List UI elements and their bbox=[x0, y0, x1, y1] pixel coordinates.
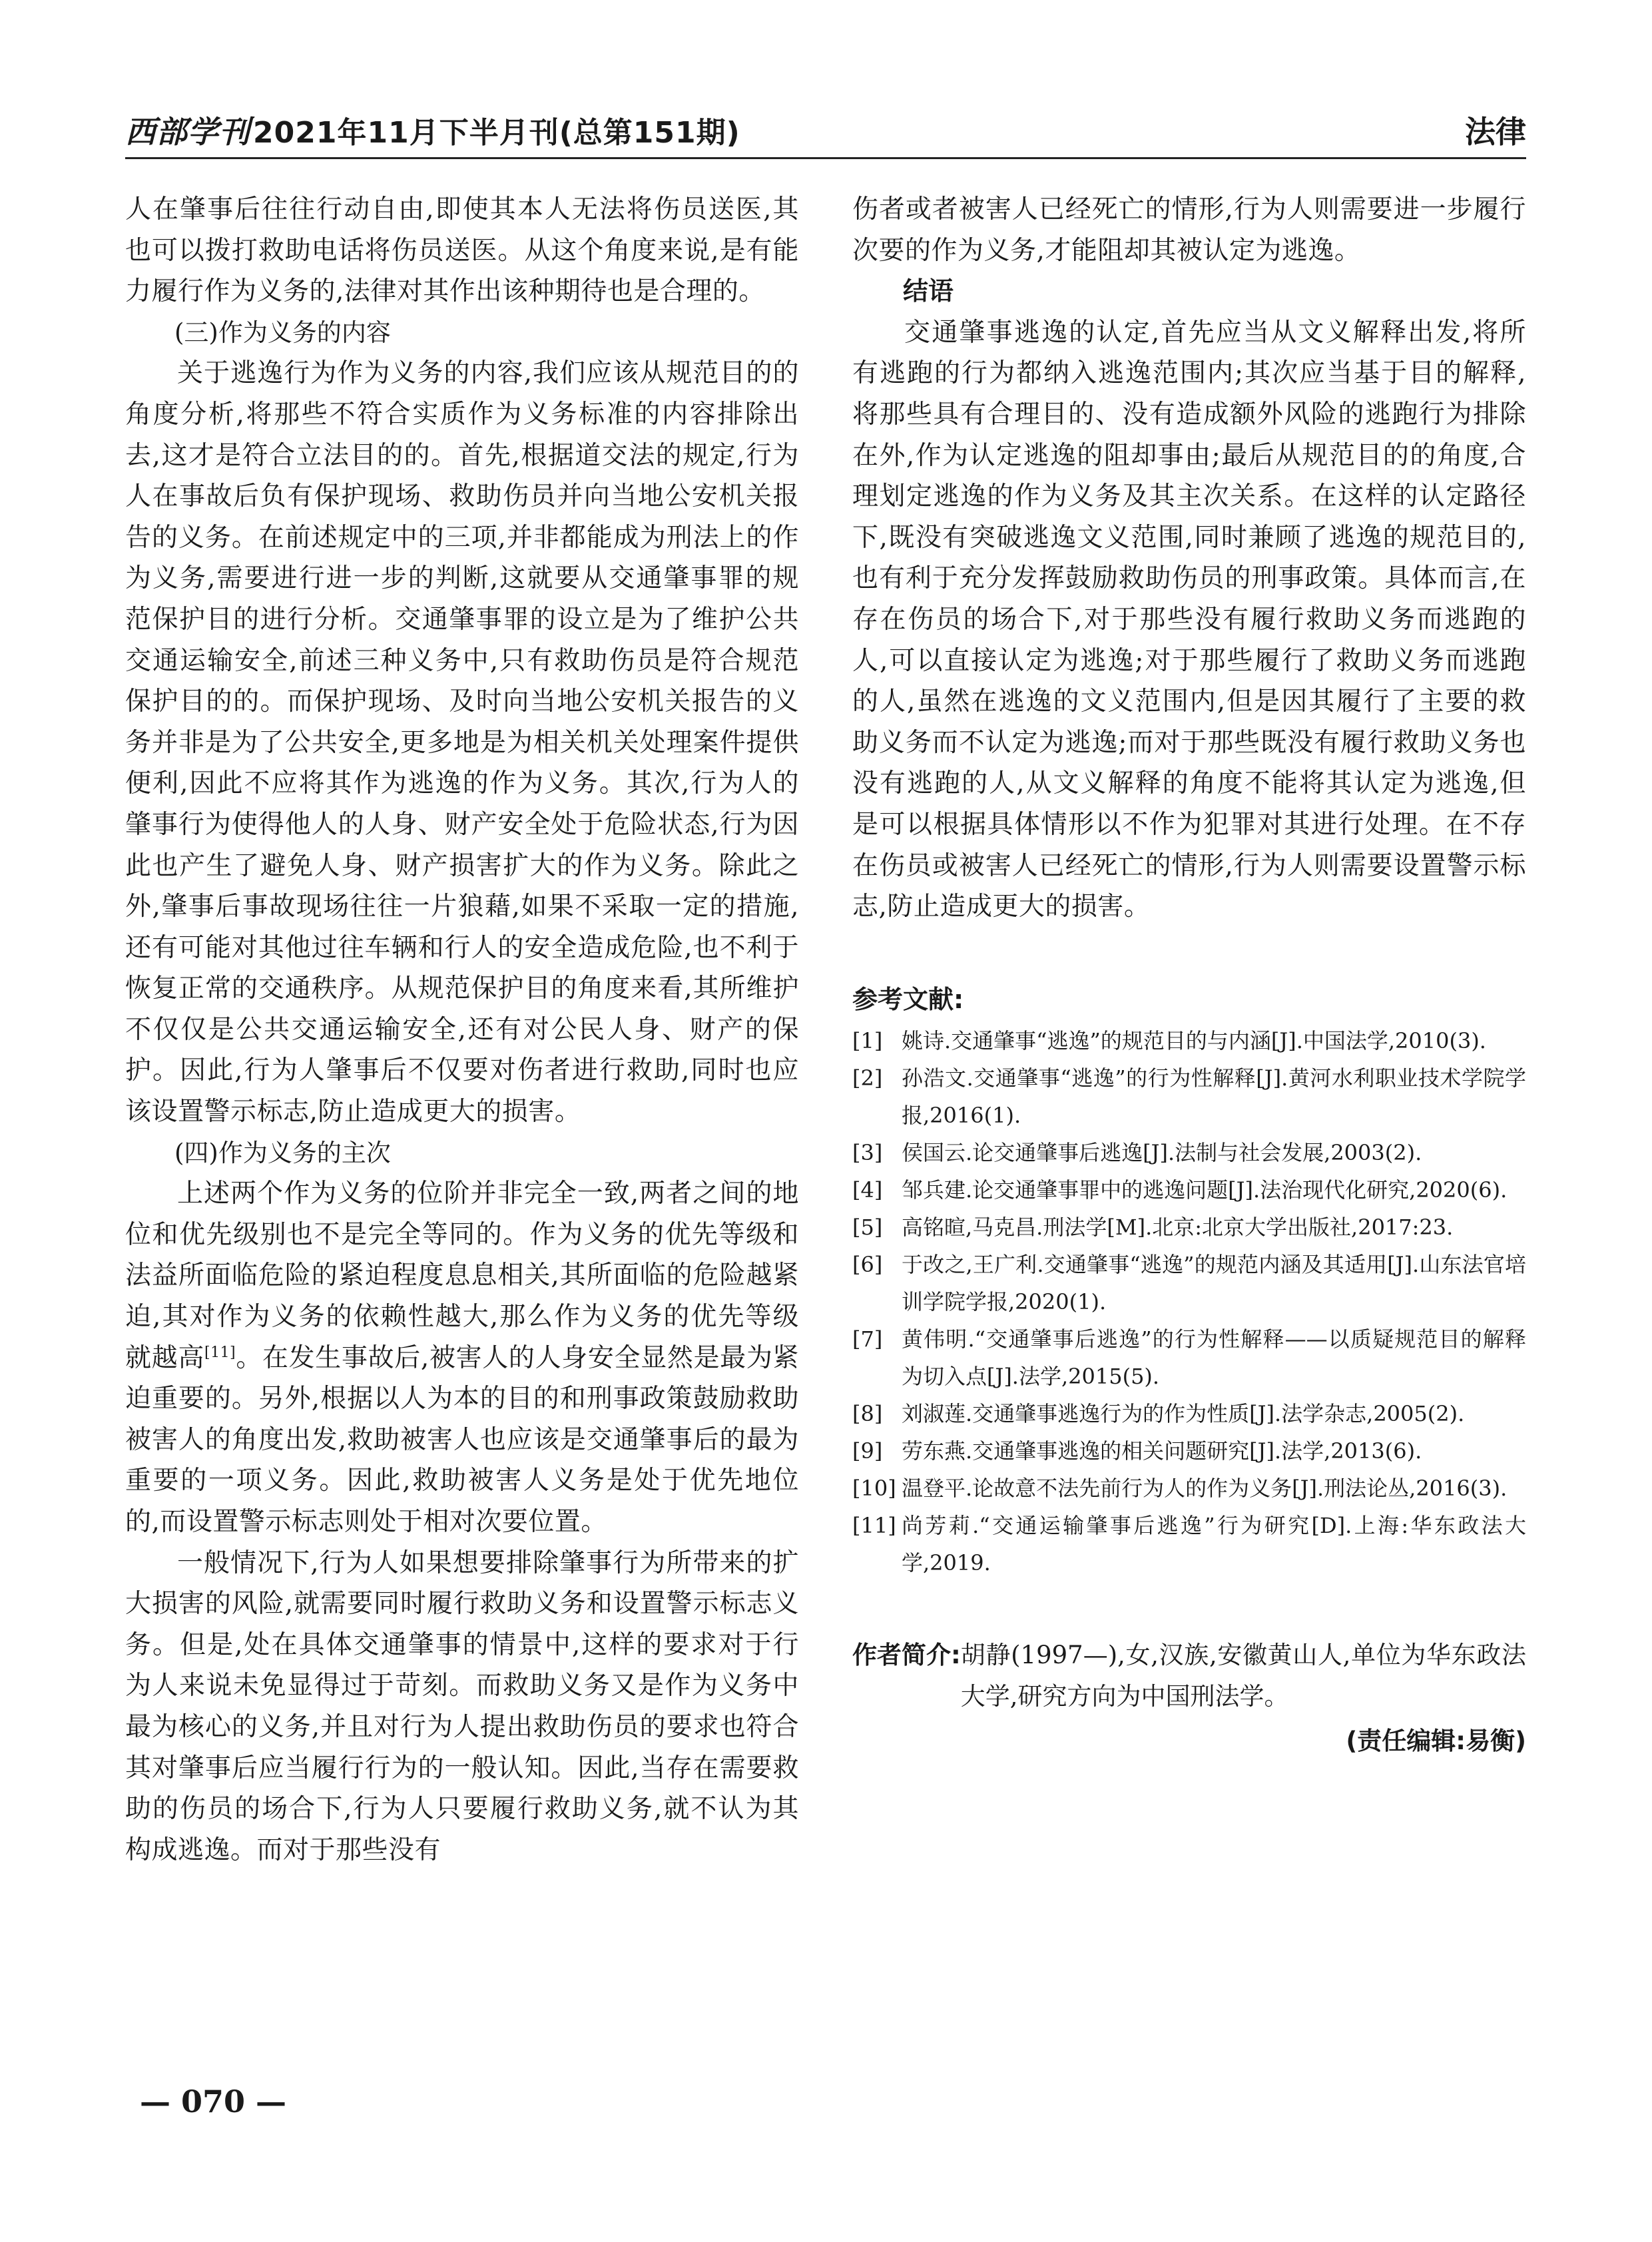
reference-text: 刘淑莲.交通肇事逃逸行为的作为性质[J].法学杂志,2005(2). bbox=[902, 1400, 1465, 1426]
subheading-duty-priority: (四)作为义务的主次 bbox=[174, 1138, 391, 1167]
journal-logo: 西部学刊 bbox=[125, 114, 250, 150]
reference-item bbox=[852, 1507, 1526, 1581]
author-bio bbox=[852, 1635, 1526, 1717]
paragraph-text-a: 上述两个作为义务的位阶并非完全一致,两者之间的地位和优先级别也不是完全等同的。作为义务的优先等级和法益所面临危险的紧迫程度息息相关,其所面临的危险越紧迫,其对作为义务的依赖性越大,那么作为义务的优先等级就越高 bbox=[125, 1179, 799, 1373]
reference-item bbox=[852, 1171, 1526, 1209]
reference-item bbox=[852, 1134, 1526, 1171]
reference-list bbox=[852, 1022, 1526, 1581]
reference-number: [7] bbox=[852, 1326, 883, 1352]
reference-number: [9] bbox=[852, 1438, 883, 1464]
paragraph-general-case: 一般情况下,行为人如果想要排除肇事行为所带来的扩大损害的风险,就需要同时履行救助义务和设置警示标志义务。但是,处在具体交通肇事的情景中,这样的要求对于行为人来说未免显得过于苛刻。而救助义务又是作为义务中最为核心的义务,并且对行为人提出救助伤员的要求也符合其对肇事后应当履行行为的一般认知。因此,当存在需要救助的伤员的场合下,行为人只要履行救助义务,就不认为其构成逃逸。而对于那些没有 bbox=[125, 1547, 799, 1865]
reference-number: [11] bbox=[852, 1512, 896, 1538]
issue-info: 2021年11月下半月刊(总第151期) bbox=[253, 116, 740, 150]
reference-text: 黄伟明.“交通肇事后逃逸”的行为性解释——以质疑规范目的解释为切入点[J].法学,2015(5). bbox=[902, 1326, 1526, 1389]
reference-text: 姚诗.交通肇事“逃逸”的规范目的与内涵[J].中国法学,2010(3). bbox=[902, 1027, 1486, 1053]
reference-number: [5] bbox=[852, 1214, 883, 1240]
reference-item bbox=[852, 1470, 1526, 1507]
reference-item bbox=[852, 1209, 1526, 1246]
reference-text: 劳东燕.交通肇事逃逸的相关问题研究[J].法学,2013(6). bbox=[902, 1438, 1422, 1464]
author-label: 作者简介: bbox=[852, 1640, 961, 1669]
reference-item bbox=[852, 1022, 1526, 1059]
reference-item bbox=[852, 1395, 1526, 1432]
citation-ref: [11] bbox=[204, 1344, 236, 1361]
journal-masthead bbox=[125, 112, 740, 153]
subheading-duty-content: (三)作为义务的内容 bbox=[174, 318, 391, 347]
header-rule bbox=[125, 157, 1526, 159]
page-header bbox=[125, 112, 1526, 153]
conclusion-heading: 结语 bbox=[903, 276, 954, 306]
reference-text: 温登平.论故意不法先前行为人的作为义务[J].刑法论丛,2016(3). bbox=[902, 1475, 1508, 1501]
reference-number: [2] bbox=[852, 1065, 883, 1091]
reference-item bbox=[852, 1432, 1526, 1470]
reference-number: [10] bbox=[852, 1475, 896, 1501]
left-column bbox=[125, 189, 799, 1870]
responsible-editor: (责任编辑:易衡) bbox=[1346, 1726, 1526, 1755]
reference-item bbox=[852, 1059, 1526, 1134]
paragraph-duty-priority bbox=[125, 1173, 799, 1542]
reference-number: [8] bbox=[852, 1400, 883, 1426]
reference-number: [3] bbox=[852, 1139, 883, 1165]
reference-text: 孙浩文.交通肇事“逃逸”的行为性解释[J].黄河水利职业技术学院学报,2016(1). bbox=[902, 1065, 1526, 1128]
page-number: — 070 — bbox=[140, 2084, 287, 2119]
reference-item bbox=[852, 1246, 1526, 1320]
paragraph-continued: 人在肇事后往往行动自由,即使其本人无法将伤员送医,其也可以拨打救助电话将伤员送医。从这个角度来说,是有能力履行作为义务的,法律对其作出该种期待也是合理的。 bbox=[125, 194, 799, 307]
section-label: 法律 bbox=[1465, 114, 1526, 150]
reference-text: 尚芳莉.“交通运输肇事后逃逸”行为研究[D].上海:华东政法大学,2019. bbox=[902, 1512, 1526, 1575]
conclusion-paragraph: 交通肇事逃逸的认定,首先应当从文义解释出发,将所有逃跑的行为都纳入逃逸范围内;其次应当基于目的解释,将那些具有合理目的、没有造成额外风险的逃跑行为排除在外,作为认定逃逸的阻却事由;最后从规范目的的角度,合理划定逃逸的作为义务及其主次关系。在这样的认定路径下,既没有突破逃逸文义范围,同时兼顾了逃逸的规范目的,也有利于充分发挥鼓励救助伤员的刑事政策。具体而言,在存在伤员的场合下,对于那些没有履行救助义务而逃跑的人,可以直接认定为逃逸;对于那些履行了救助义务而逃跑的人,虽然在逃逸的文义范围内,但是因其履行了主要的救助义务而不认定为逃逸;而对于那些既没有履行救助义务也没有逃跑的人,从文义解释的角度不能将其认定为逃逸,但是可以根据具体情形以不作为犯罪对其进行处理。在不存在伤员或被害人已经死亡的情形,行为人则需要设置警示标志,防止造成更大的损害。 bbox=[852, 317, 1526, 922]
reference-item bbox=[852, 1320, 1526, 1395]
reference-number: [4] bbox=[852, 1177, 883, 1203]
author-text: 胡静(1997—),女,汉族,安徽黄山人,单位为华东政法大学,研究方向为中国刑法学。 bbox=[960, 1640, 1526, 1711]
reference-number: [6] bbox=[852, 1251, 883, 1277]
paragraph-text-b: 。在发生事故后,被害人的人身安全显然是最为紧迫重要的。另外,根据以人为本的目的和刑事政策鼓励救助被害人的角度出发,救助被害人也应该是交通肇事后的最为重要的一项义务。因此,救助被害人义务是处于优先地位的,而设置警示标志则处于相对次要位置。 bbox=[125, 1342, 799, 1537]
reference-text: 高铭暄,马克昌.刑法学[M].北京:北京大学出版社,2017:23. bbox=[902, 1214, 1454, 1240]
reference-text: 邹兵建.论交通肇事罪中的逃逸问题[J].法治现代化研究,2020(6). bbox=[902, 1177, 1508, 1203]
references-title: 参考文献: bbox=[852, 984, 964, 1014]
right-column bbox=[852, 189, 1526, 1761]
reference-text: 于改之,王广利.交通肇事“逃逸”的规范内涵及其适用[J].山东法官培训学院学报,2020(1). bbox=[902, 1251, 1526, 1314]
paragraph-duty-content: 关于逃逸行为作为义务的内容,我们应该从规范目的的角度分析,将那些不符合实质作为义务标准的内容排除出去,这才是符合立法目的的。首先,根据道交法的规定,行为人在事故后负有保护现场、救助伤员并向当地公安机关报告的义务。在前述规定中的三项,并非都能成为刑法上的作为义务,需要进行进一步的判断,这就要从交通肇事罪的规范保护目的进行分析。交通肇事罪的设立是为了维护公共交通运输安全,前述三种义务中,只有救助伤员是符合规范保护目的的。而保护现场、及时向当地公安机关报告的义务并非是为了公共安全,更多地是为相关机关处理案件提供便利,因此不应将其作为逃逸的作为义务。其次,行为人的肇事行为使得他人的人身、财产安全处于危险状态,行为因此也产生了避免人身、财产损害扩大的作为义务。除此之外,肇事后事故现场往往一片狼藉,如果不采取一定的措施,还有可能对其他过往车辆和行人的安全造成危险,也不利于恢复正常的交通秩序。从规范保护目的角度来看,其所维护不仅仅是公共交通运输安全,还有对公民人身、财产的保护。因此,行为人肇事后不仅要对伤者进行救助,同时也应该设置警示标志,防止造成更大的损害。 bbox=[125, 358, 799, 1127]
reference-number: [1] bbox=[852, 1027, 883, 1053]
reference-text: 侯国云.论交通肇事后逃逸[J].法制与社会发展,2003(2). bbox=[902, 1139, 1422, 1165]
paragraph-continued-right: 伤者或者被害人已经死亡的情形,行为人则需要进一步履行次要的作为义务,才能阻却其被认定为逃逸。 bbox=[852, 194, 1526, 266]
